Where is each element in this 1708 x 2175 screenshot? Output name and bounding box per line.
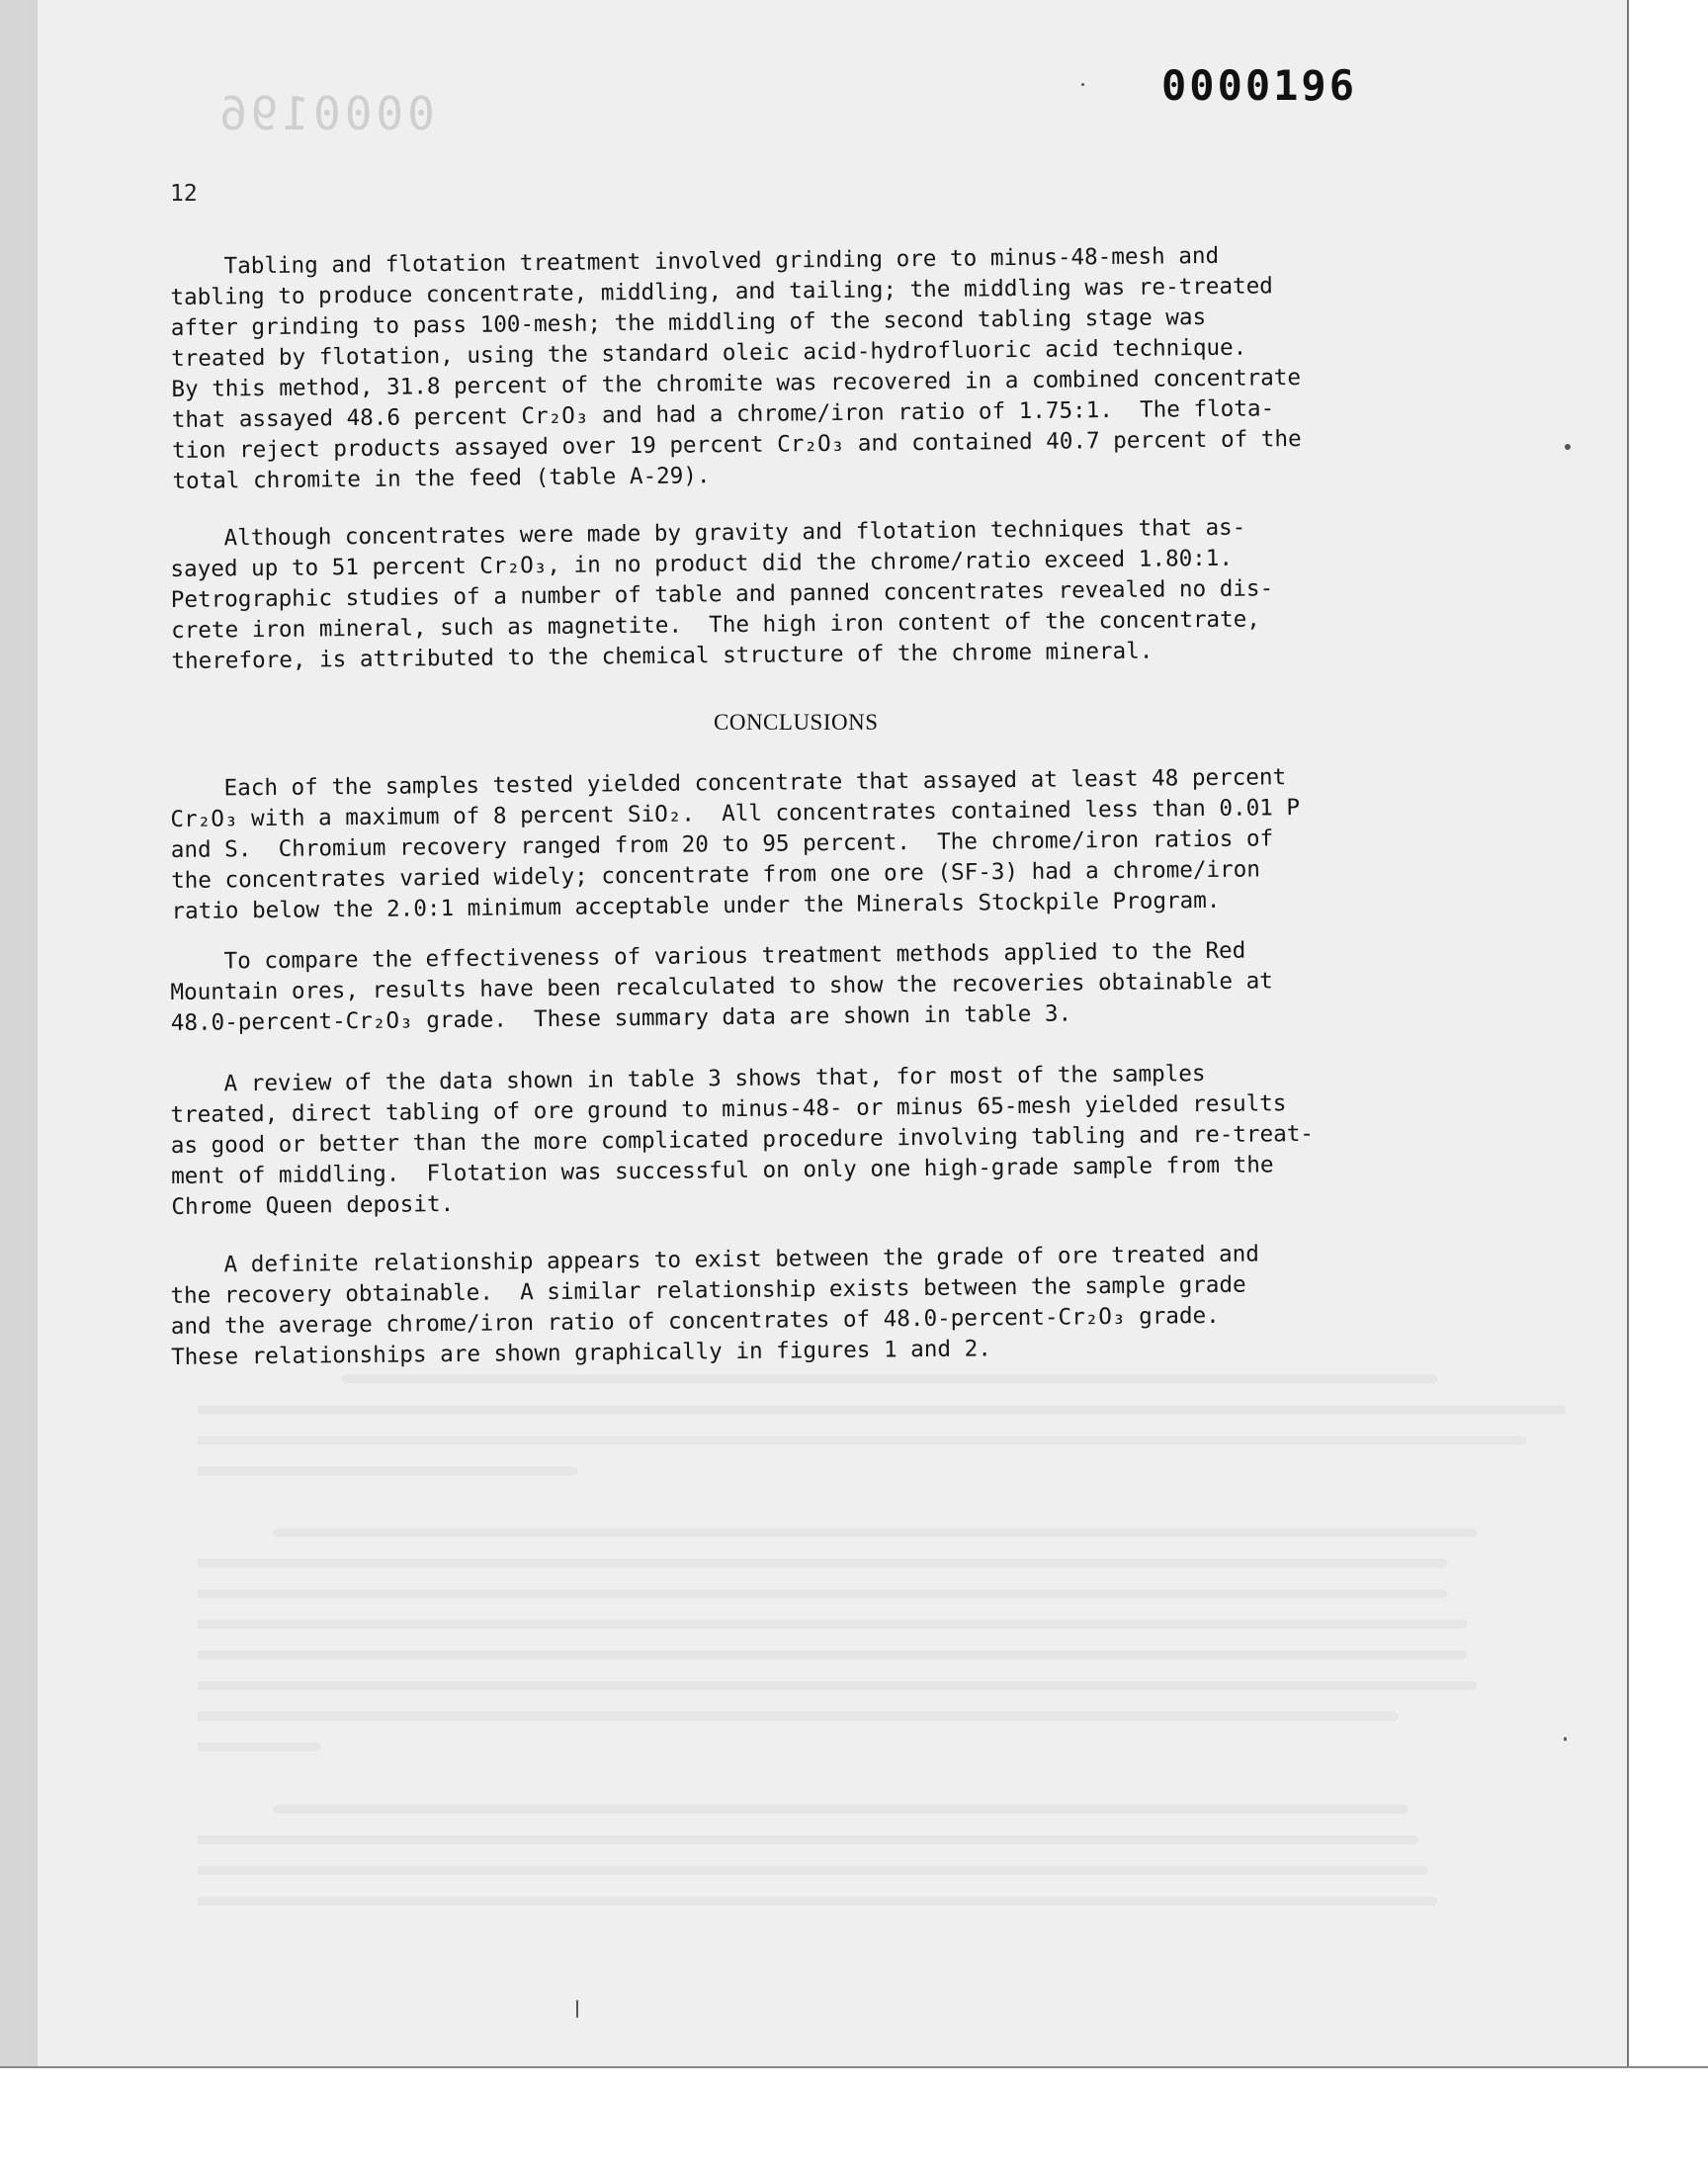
text-line: Mountain ores, results have been recalculated to show the recoveries obtainable at — [170, 968, 1273, 1005]
scan-speck — [1081, 83, 1084, 86]
text-line: treated, direct tabling of ore ground to minus-48- or minus 65-mesh yielded results — [170, 1090, 1287, 1128]
text-line: Petrographic studies of a number of table and panned concentrates revealed no dis- — [170, 575, 1274, 613]
scan-right-margin — [1627, 0, 1708, 2066]
text-line: Tabling and flotation treatment involved grinding ore to minus-48-mesh and — [170, 242, 1220, 280]
text-line: therefore, is attributed to the chemical structure of the chrome mineral. — [171, 638, 1153, 674]
text-line: total chromite in the feed (table A-29). — [172, 463, 711, 494]
document-control-number: 0000196 — [1161, 61, 1358, 110]
scan-speck — [576, 2000, 578, 2018]
text-line: A definite relationship appears to exist between the grade of ore treated and — [170, 1241, 1260, 1278]
scan-speck — [1565, 444, 1571, 450]
text-line: tabling to produce concentrate, middling, and tailing; the middling was re-treated — [170, 273, 1273, 310]
text-line: treated by flotation, using the standard oleic acid-hydrofluoric acid technique. — [170, 334, 1247, 372]
text-line: A review of the data shown in table 3 shows that, for most of the samples — [170, 1061, 1206, 1097]
scan-speck — [1564, 1737, 1567, 1741]
text-line: ratio below the 2.0:1 minimum acceptable under the Minerals Stockpile Program. — [171, 887, 1221, 924]
text-line: and S. Chromium recovery ranged from 20 to 95 percent. The chrome/iron ratios of — [170, 826, 1274, 863]
mirrored-stamp-number: 0000196 — [215, 87, 435, 140]
text-line: crete iron mineral, such as magnetite. The high iron content of the concentrate, — [170, 606, 1261, 644]
paragraph-review-table-3 — [170, 1056, 1457, 1223]
text-line: Cr₂O₃ with a maximum of 8 percent SiO₂. All concentrates contained less than 0.01 P — [170, 795, 1301, 832]
page-bottom-edge — [0, 2066, 1708, 2068]
text-line: after grinding to pass 100-mesh; the middling of the second tabling stage was — [170, 304, 1207, 341]
text-line: Each of the samples tested yielded concentrate that assayed at least 48 percent — [170, 764, 1287, 802]
text-line: the recovery obtainable. A similar relationship exists between the sample grade — [170, 1271, 1246, 1309]
text-line: To compare the effectiveness of various treatment methods applied to the Red — [170, 937, 1246, 975]
text-line: By this method, 31.8 percent of the chromite was recovered in a combined concentrate — [171, 365, 1302, 402]
paragraph-samples-tested — [170, 760, 1457, 927]
text-line: 48.0-percent-Cr₂O₃ grade. These summary data are shown in table 3. — [170, 1000, 1072, 1036]
paragraph-grade-relationship — [170, 1237, 1456, 1373]
paragraph-compare-methods — [170, 933, 1456, 1039]
text-line: sayed up to 51 percent Cr₂O₃, in no product did the chrome/ratio exceed 1.80:1. — [170, 545, 1234, 582]
text-line: tion reject products assayed over 19 percent Cr₂O₃ and contained 40.7 percent of the — [171, 426, 1302, 464]
text-line: Chrome Queen deposit. — [171, 1191, 455, 1220]
scan-left-margin — [0, 0, 38, 2066]
paragraph-tabling-flotation — [170, 238, 1458, 497]
text-line: the concentrates varied widely; concentrate from one ore (SF-3) had a chrome/iron — [170, 856, 1261, 894]
text-line: These relationships are shown graphically in figures 1 and 2. — [170, 1336, 991, 1370]
paragraph-concentrates-assay — [170, 510, 1457, 677]
text-line: that assayed 48.6 percent Cr₂O₃ and had a chrome/iron ratio of 1.75:1. The flota- — [171, 395, 1275, 433]
text-line: as good or better than the more complicated procedure involving tabling and re-treat- — [170, 1120, 1315, 1159]
page-number: 12 — [170, 181, 198, 207]
section-heading-conclusions: CONCLUSIONS — [714, 710, 879, 735]
text-line: ment of middling. Flotation was successful on only one high-grade sample from the — [170, 1152, 1274, 1189]
text-line: Although concentrates were made by gravity and flotation techniques that as- — [170, 514, 1246, 552]
text-line: and the average chrome/iron ratio of concentrates of 48.0-percent-Cr₂O₃ grade. — [170, 1302, 1220, 1340]
